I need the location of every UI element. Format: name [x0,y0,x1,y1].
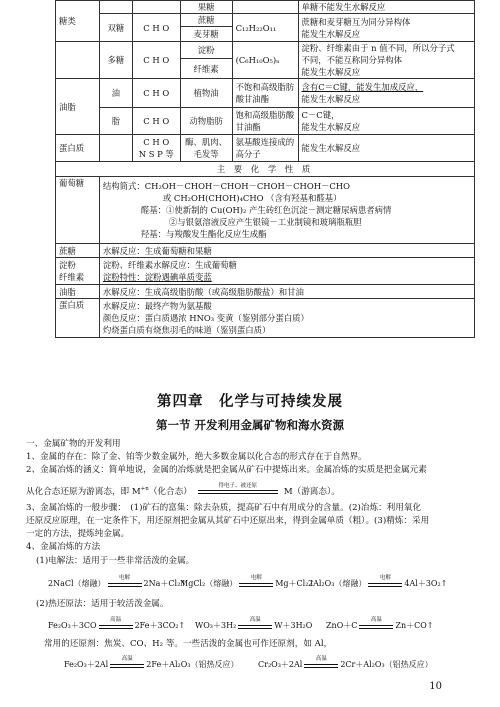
name-danbai2: 蛋白质 [56,299,100,338]
paragraph-3a: 3、金属冶炼的一般步骤： (1)矿石的富集：除去杂质，提高矿石中有用成分的含量。(2)冶炼：利用氧化 [26,503,422,513]
props-danbaizhi: 水解反应：最终产物为氨基酸 颜色反应：蛋白质遇浓 HNO₃ 变黄（鉴别部分蛋白质） 灼烧蛋白质有烧焦羽毛的味道（鉴别蛋白质） [99,299,474,338]
formula-you: 不饱和高级脂肪 酸甘油酯 [232,79,298,108]
name-guotang: 果糖 [180,1,232,14]
equation-6: ZnO＋C 高温 Zn＋CO↑ [326,617,434,630]
reduction-arrow: 得电子、被还原 [198,487,278,495]
method-thermal: (2)热还原法：适用于较活泼金属。 [36,599,169,609]
props-dianfen: 淀粉、纤维素水解反应：生成葡萄糖 淀粉特性：淀粉遇碘单质变蓝 [99,258,474,285]
name-dianfen2: 淀粉 纤维素 [56,258,100,285]
equation-5: WO₃＋3H₂ 高温 W＋3H₂O [195,617,313,630]
name-zhetang: 蔗糖 [180,14,232,27]
equation-7: Fe₂O₃＋2Al 高温 2Fe＋Al₂O₃（铝热反应） [64,656,239,669]
prop-you: 含有C＝C键，能发生加成反应， 能发生水解反应 [298,79,475,108]
el-zhi: C H O [132,108,180,135]
prop-duotang: 淀粉、纤维素由于 n 值不同，所以分子式 不同，不能互称同分异构体 能发生水解反应 [298,42,475,79]
equation-2: MgCl₂（熔融） 电解 Mg＋Cl₂↑ [180,575,316,588]
formula-duotang: (C₆H₁₀O₅)ₙ [232,42,298,79]
cat-zhi: 脂 [99,108,132,135]
prop-danbaizhi: 能发生水解反应 [298,135,475,162]
props-putaotang: 结构简式：CH₂OH－CHOH－CHOH－CHOH－CHOH－CHO 或 CH₂OH(CHOH)₄CHO （含有羟基和醛基） 醛基：①使新制的 Cu(OH)₂ 产生砖红色沉淀－测定糖尿病患者病情 ②与银氨溶液反应产生银镜－工业制镜和玻璃瓶瓶胆 羟基：与羧酸发生酯化反应生成酯 [99,177,474,244]
chemistry-table [55,0,475,338]
name-zhetang2: 蔗糖 [56,244,100,258]
heading-mineral: 一、金属矿物的开发利用 [26,439,121,449]
header-properties: 主 要 化 学 性 质 [56,162,475,177]
formula-danbaizhi: 氨基酸连接成的 高分子 [232,135,298,162]
name-dianfen: 淀粉 [180,42,232,59]
prop-shuangtang: 蔗糖和麦芽糖互为同分异构体 能发生水解反应 [298,14,475,42]
equation-1: 2NaCl（熔融） 电解 2Na＋Cl₂↑ [48,575,187,588]
equation-8: Cr₂O₃＋2Al 高温 2Cr＋Al₂O₃（铝热反应） [258,656,433,669]
name-zhi: 动物脂肪 [180,108,232,135]
formula-shuangtang: C₁₂H₂₂O₁₁ [232,14,298,42]
method-electrolysis: (1)电解法：适用于一些非常活泼的金属。 [36,556,195,566]
paragraph-4: 4、金属冶炼的方法 [26,542,101,552]
name-you: 植物油 [180,79,232,108]
el-you: C H O [132,79,180,108]
page-number: 10 [429,681,442,692]
name-danbaizhi: 酶、肌肉、 毛发等 [180,135,232,162]
paragraph-3c: 一定的方法，提炼纯金属。 [26,529,130,539]
section-title: 第一节 开发利用金属矿物和海水资源 [155,418,344,432]
equation-4: Fe₂O₃＋3CO 高温 2Fe＋3CO₂↑ [48,617,186,630]
name-maiyatang: 麦芽糖 [180,27,232,42]
formula-zhi: 饱和高级脂肪酸 甘油酯 [232,108,298,135]
paragraph-2a: 2、金属冶炼的涵义：简单地说，金属的冶炼就是把金属从矿石中提炼出来。金属冶炼的实质是把金属元素 [26,465,427,475]
el-shuangtang: C H O [132,14,180,42]
name-xianweisu: 纤维素 [180,59,232,79]
el-danbaizhi: C H O N S P 等 [132,135,180,162]
prop-guotang: 单糖不能发生水解反应 [298,1,475,14]
paragraph-1: 1、金属的存在：除了金、铂等少数金属外，绝大多数金属以化合态的形式存在于自然界。 [26,452,367,462]
cat-danbaizhi: 蛋白质 [56,135,100,162]
cat-shuangtang: 双糖 [99,14,132,42]
equation-3: 2Al₂O₃（熔融） 电解 4Al＋3O₂↑ [308,575,448,588]
reductants-note: 常用的还原剂：焦炭、CO、H₂ 等。一些活泼的金属也可作还原剂，如 Al， [44,639,333,649]
props-zhetang: 水解反应：生成葡萄糖和果糖 [99,244,474,258]
category-tanglei: 糖类 [56,1,100,42]
name-putaotang: 葡萄糖 [56,177,100,244]
el-duotang: C H O [132,42,180,79]
cat-duotang: 多糖 [99,42,132,79]
cat-you: 油 [99,79,132,108]
category-youzhi: 油脂 [56,79,100,135]
props-youzhi: 水解反应：生成高级脂肪酸（或高级脂肪酸盐）和甘油 [99,285,474,299]
paragraph-3b: 还原反应原理，在一定条件下，用还原剂把金属从其矿石中还原出来，得到金属单质（粗）。(3)精炼：采用 [26,516,430,526]
chapter-title: 第四章 化学与可持续发展 [157,393,343,410]
paragraph-2b: 从化合态还原为游离态，即 $M^{+n}$（化合态） 得电子、被还原 M（游离态）。 [26,483,340,497]
prop-zhi: C－C键， 能发生水解反应 [298,108,475,135]
name-youzhi2: 油脂 [56,285,100,299]
